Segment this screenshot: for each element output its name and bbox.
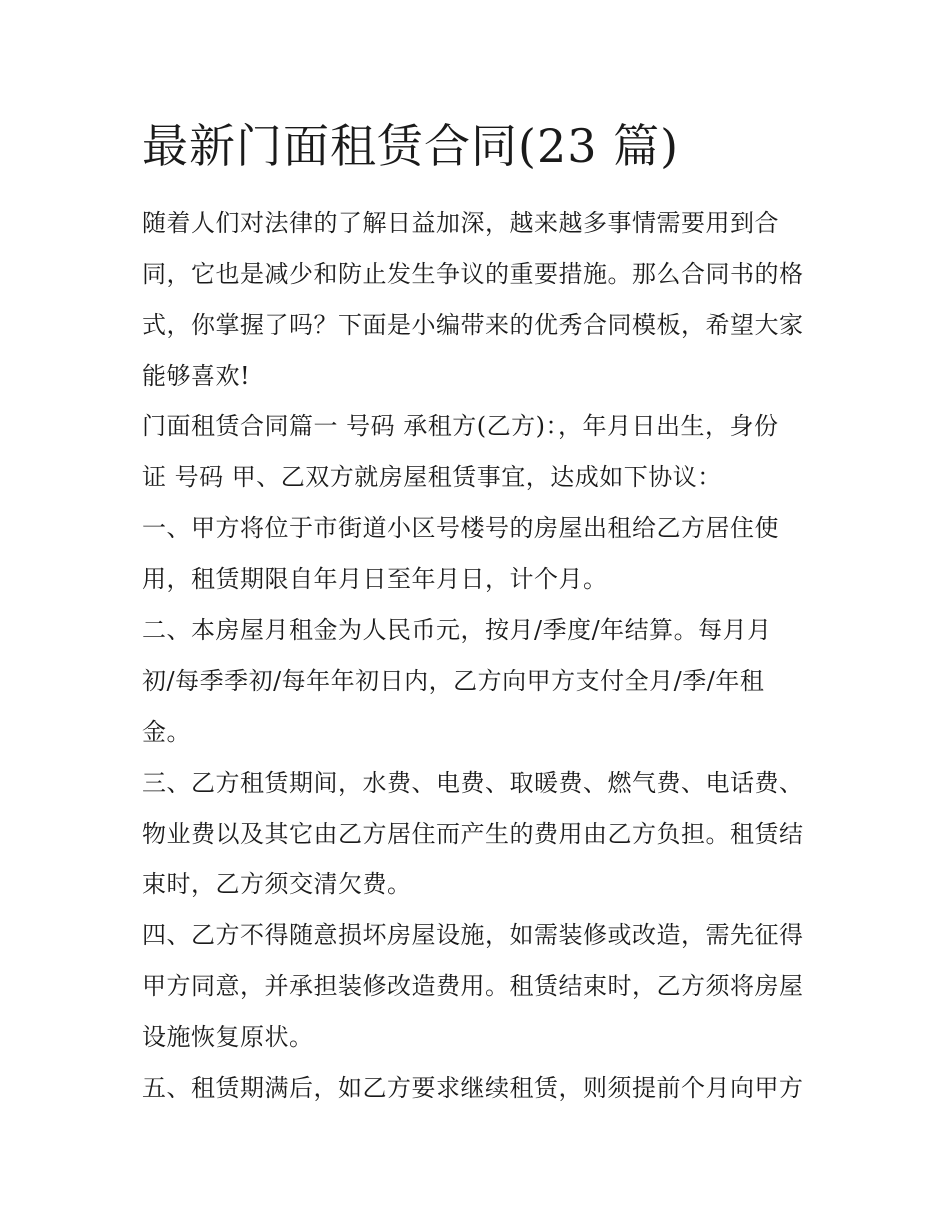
body-line: 同，它也是减少和防止发生争议的重要措施。那么合同书的格	[142, 260, 804, 288]
body-line: 初/每季季初/每年年初日内，乙方向甲方支付全月/季/年租	[142, 667, 765, 695]
body-line: 二、本房屋月租金为人民币元，按月/季度/年结算。每月月	[142, 616, 772, 644]
body-line: 能够喜欢!	[142, 362, 251, 390]
body-line: 物业费以及其它由乙方居住而产生的费用由乙方负担。租赁结	[142, 820, 804, 848]
body-line: 金。	[142, 718, 191, 746]
body-line: 一、甲方将位于市街道小区号楼号的房屋出租给乙方居住使	[142, 514, 779, 542]
body-line: 随着人们对法律的了解日益加深，越来越多事情需要用到合	[142, 209, 779, 237]
body-line: 束时，乙方须交清欠费。	[142, 870, 412, 898]
body-line: 式，你掌握了吗？下面是小编带来的优秀合同模板，希望大家	[142, 311, 804, 339]
body-line: 五、租赁期满后，如乙方要求继续租赁，则须提前个月向甲方	[142, 1074, 804, 1102]
body-line: 用，租赁期限自年月日至年月日，计个月。	[142, 565, 608, 593]
body-line: 设施恢复原状。	[142, 1023, 314, 1051]
document-title: 最新门面租赁合同(23 篇)	[142, 119, 680, 173]
body-line: 三、乙方租赁期间，水费、电费、取暖费、燃气费、电话费、	[142, 769, 804, 797]
body-line: 门面租赁合同篇一 号码 承租方(乙方)：，年月日出生，身份	[142, 412, 779, 440]
body-line: 四、乙方不得随意损坏房屋设施，如需装修或改造，需先征得	[142, 921, 804, 949]
body-line: 证 号码 甲、乙双方就房屋租赁事宜，达成如下协议：	[142, 463, 722, 491]
body-line: 甲方同意，并承担装修改造费用。租赁结束时，乙方须将房屋	[142, 972, 804, 1000]
